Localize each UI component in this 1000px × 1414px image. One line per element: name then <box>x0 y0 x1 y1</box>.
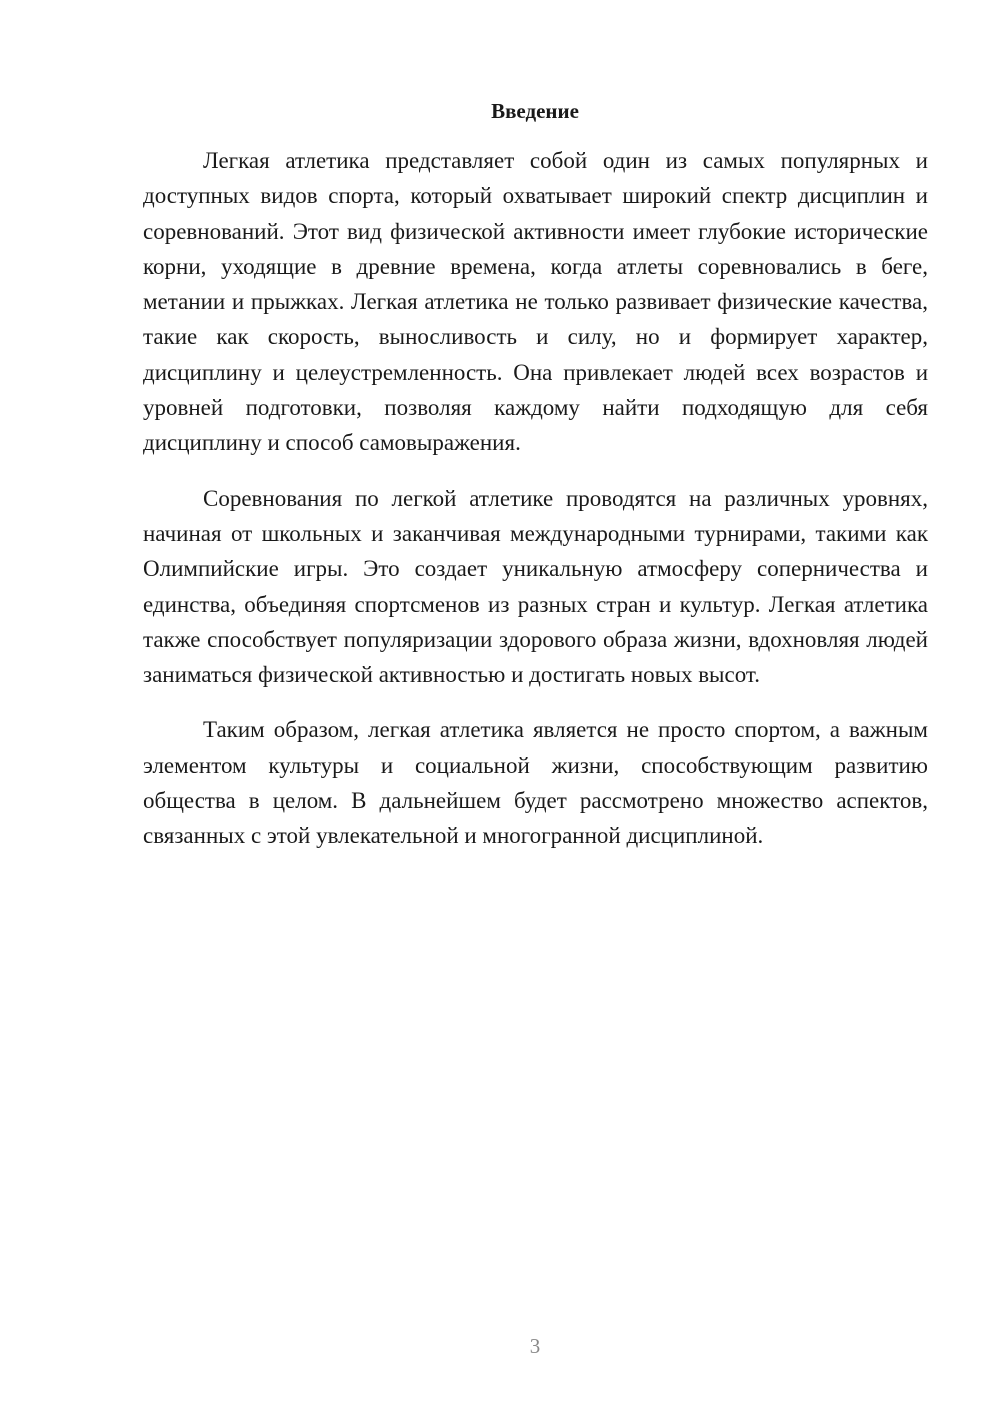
page-number: 3 <box>529 1334 541 1358</box>
paragraph-3: Таким образом, легкая атлетика является не просто спортом, а важным элементом культуры и социальной жизни, способствующим развитию общества в целом. В дальнейшем будет рассмотрено множество аспектов, связанных с этой увлекательной и многогранной дисциплиной. <box>143 717 928 849</box>
paragraph-2: Соревнования по легкой атлетике проводятся на различных уровнях, начиная от школьных и заканчивая международными турнирами, такими как Олимпийские игры. Это создает уникальную атмосферу соперничества и единства, объединяя спортсменов из разных стран и культур. Легкая атлетика также способствует популяризации здорового образа жизни, вдохновляя людей заниматься физической активностью и достигать новых высот. <box>143 485 928 688</box>
page-title: Введение <box>491 99 579 123</box>
body-text <box>143 143 928 874</box>
paragraph-1: Легкая атлетика представляет собой один из самых популярных и доступных видов спорта, который охватывает широкий спектр дисциплин и соревнований. Этот вид физической активности имеет глубокие исторические корни, уходящие в древние времена, когда атлеты соревновались в беге, метании и прыжках. Легкая атлетика не только развивает физические качества, такие как скорость, выносливость и силу, но и формирует характер, дисциплину и целеустремленность. Она привлекает людей всех возрастов и уровней подготовки, позволяя каждому найти подходящую для себя дисциплину и способ самовыражения. <box>143 148 928 456</box>
